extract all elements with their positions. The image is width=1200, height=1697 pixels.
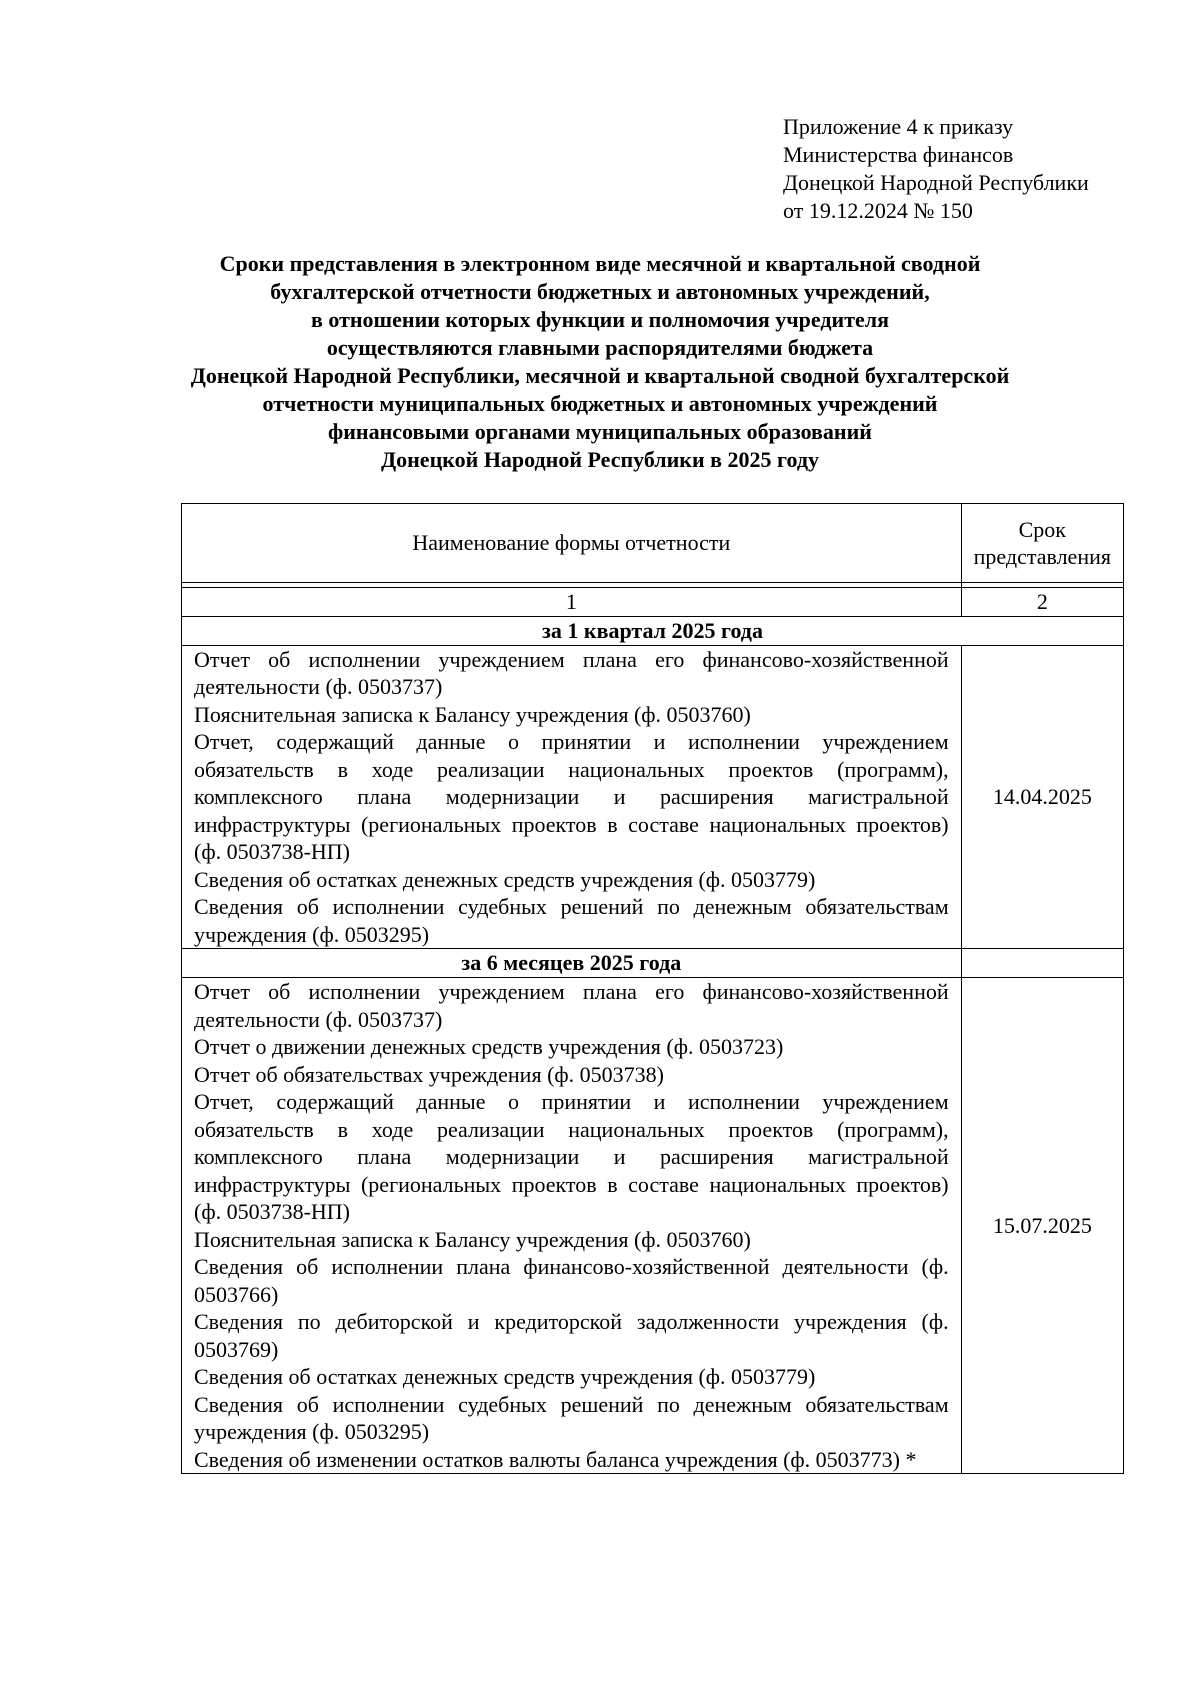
appendix-line: Донецкой Народной Республики (783, 170, 1089, 195)
form-item: Сведения об исполнении судебных решений по денежным обязательствам учреждения (ф. 0503295) (194, 894, 949, 947)
header-deadline-line1: Срок (1018, 516, 1066, 542)
title-line: финансовыми органами муниципальных образований (328, 419, 872, 444)
appendix-line: Министерства финансов (783, 142, 1014, 167)
form-item: Отчет, содержащий данные о принятии и исполнении учреждением обязательств в ходе реализации национальных проектов (программ), комплексного плана модернизации и расширения магистральной инфраструктуры (региональных проектов в составе национальных проектов) (ф. 0503738-НП) (194, 1089, 949, 1224)
title-line: Донецкой Народной Республики, месячной и квартальной сводной бухгалтерской (190, 363, 1010, 388)
section-title: за 1 квартал 2025 года (182, 616, 1124, 645)
appendix-block (783, 113, 1089, 225)
title-line: в отношении которых функции и полномочия учредителя (310, 307, 890, 332)
form-item: Отчет об обязательствах учреждения (ф. 0503738) (194, 1061, 664, 1087)
section-body-row (182, 645, 1124, 949)
reporting-deadlines-table (181, 503, 1124, 1474)
title-line: осуществляются главными распорядителями бюджета (326, 335, 874, 360)
section-title: за 6 месяцев 2025 года (182, 949, 962, 978)
section-header-row (182, 949, 1124, 978)
section-forms-cell (182, 645, 962, 949)
title-line: Сроки представления в электронном виде месячной и квартальной сводной (219, 251, 981, 276)
form-item: Отчет об исполнении учреждением плана его финансово-хозяйственной деятельности (ф. 0503737) (194, 979, 949, 1032)
deadline-date: 14.04.2025 (961, 645, 1123, 949)
header-deadline-line2: представления (973, 544, 1111, 569)
form-item: Сведения об остатках денежных средств учреждения (ф. 0503779) (194, 1364, 816, 1389)
appendix-line: Приложение 4 к приказу (783, 114, 1014, 139)
form-item: Пояснительная записка к Балансу учреждения (ф. 0503760) (194, 701, 751, 727)
title-line: бухгалтерской отчетности бюджетных и автономных учреждений, (270, 279, 930, 304)
form-item: Сведения об исполнении плана финансово-хозяйственной деятельности (ф. 0503766) (194, 1254, 949, 1307)
section-header-row (182, 616, 1124, 645)
section-empty-cell (961, 949, 1123, 978)
document-title (150, 250, 1050, 474)
deadline-date: 15.07.2025 (961, 978, 1123, 1474)
column-number: 1 (182, 588, 962, 617)
title-line: Донецкой Народной Республики в 2025 году (381, 447, 819, 472)
column-number-row (182, 588, 1124, 617)
section-forms-cell (182, 978, 962, 1474)
header-form-name: Наименование формы отчетности (182, 504, 962, 583)
header-deadline (961, 504, 1123, 583)
form-item: Отчет об исполнении учреждением плана его финансово-хозяйственной деятельности (ф. 0503737) (194, 646, 949, 699)
form-item: Пояснительная записка к Балансу учреждения (ф. 0503760) (194, 1226, 751, 1252)
form-item: Сведения об изменении остатков валюты баланса учреждения (ф. 0503773) * (194, 1446, 917, 1472)
column-number: 2 (961, 588, 1123, 617)
form-item: Сведения об остатках денежных средств учреждения (ф. 0503779) (194, 866, 816, 892)
appendix-line: от 19.12.2024 № 150 (783, 198, 973, 223)
title-line: отчетности муниципальных бюджетных и автономных учреждений (262, 391, 938, 416)
form-item: Сведения по дебиторской и кредиторской задолженности учреждения (ф. 0503769) (194, 1309, 949, 1362)
form-item: Отчет, содержащий данные о принятии и исполнении учреждением обязательств в ходе реализации национальных проектов (программ), комплексного плана модернизации и расширения магистральной инфраструктуры (региональных проектов в составе национальных проектов) (ф. 0503738-НП) (194, 729, 949, 864)
form-item: Отчет о движении денежных средств учреждения (ф. 0503723) (194, 1034, 784, 1059)
table-header-row (182, 504, 1124, 583)
form-item: Сведения об исполнении судебных решений по денежным обязательствам учреждения (ф. 0503295) (194, 1391, 949, 1444)
section-body-row (182, 978, 1124, 1474)
